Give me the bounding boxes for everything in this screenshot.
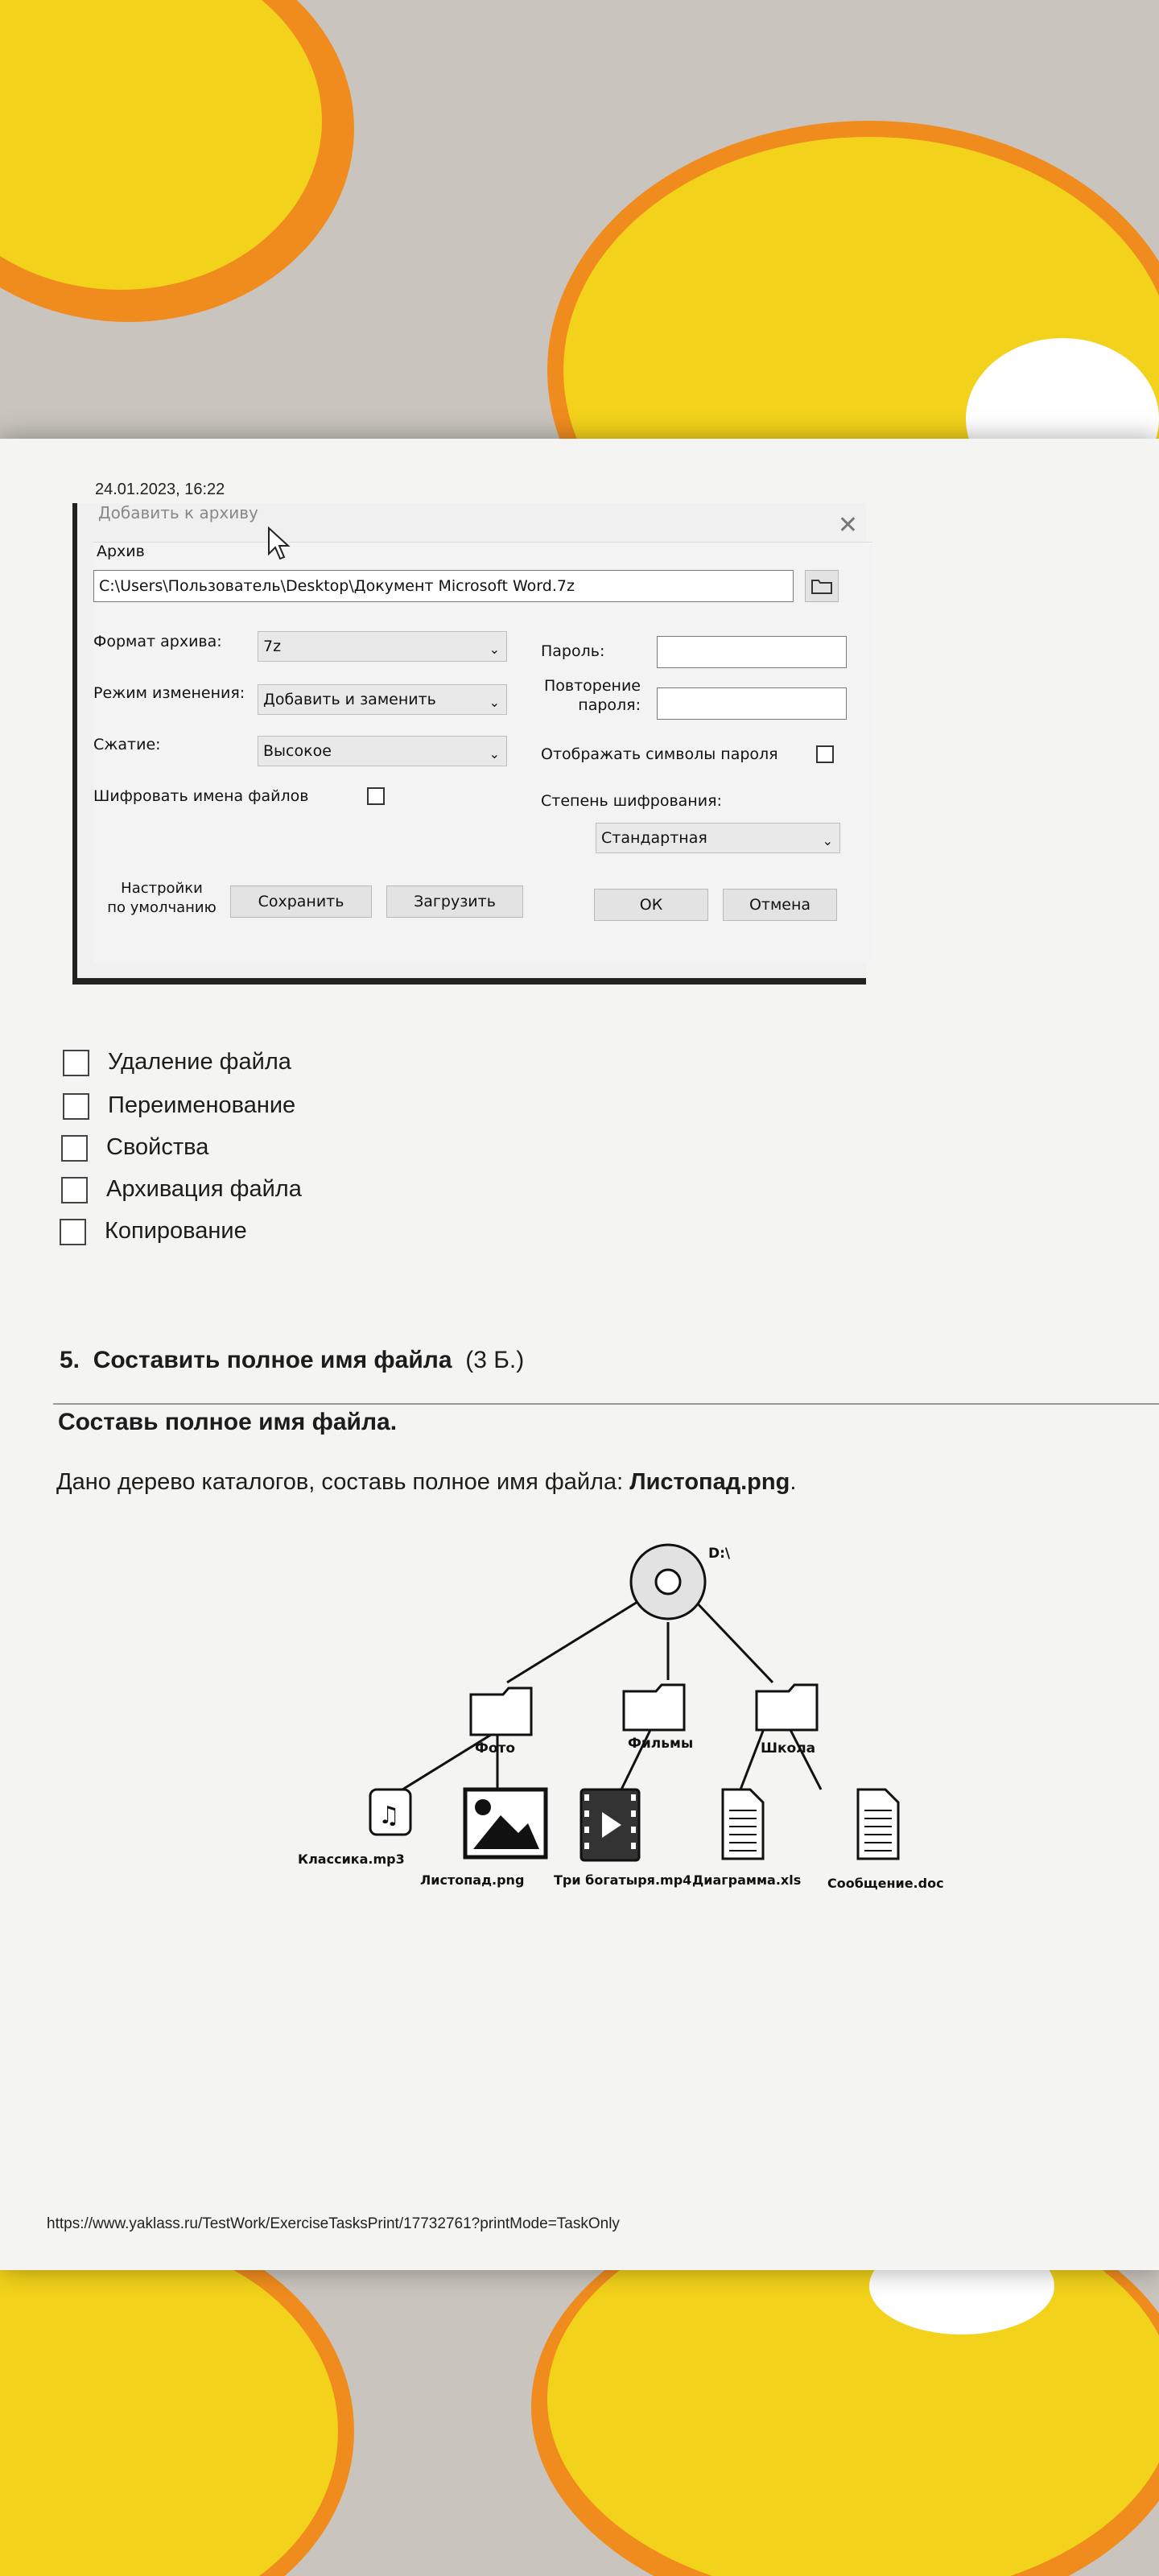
encrypt-names-label: Шифровать имена файлов <box>93 787 309 805</box>
repeat-password-label <box>541 676 641 715</box>
encryption-level-value: Стандартная <box>601 829 707 847</box>
task-file-name: Листопад.png <box>629 1469 790 1495</box>
document-file-icon <box>723 1790 763 1859</box>
document-file-icon <box>858 1790 898 1859</box>
folder-icon <box>471 1688 531 1735</box>
archive-label: Архив <box>97 543 145 560</box>
compression-value: Высокое <box>263 742 332 760</box>
dialog-body <box>93 542 872 963</box>
folder-label-films: Фильмы <box>628 1736 694 1752</box>
directory-tree-diagram <box>290 1534 998 1952</box>
option-checkbox[interactable] <box>61 1177 88 1203</box>
printed-page <box>0 439 1159 2270</box>
archive-path-field[interactable]: C:\Users\Пользователь\Desktop\Документ Microsoft Word.7z <box>93 570 794 602</box>
ok-button[interactable]: ОК <box>594 889 708 921</box>
file-label: Классика.mp3 <box>298 1852 405 1867</box>
option-label: Свойства <box>106 1134 209 1160</box>
encryption-level-label: Степень шифрования: <box>541 792 722 810</box>
show-password-checkbox[interactable] <box>816 745 834 763</box>
music-file-icon <box>370 1790 410 1835</box>
task-text: Дано дерево каталогов, составь полное имя файла: <box>56 1469 630 1495</box>
compression-select[interactable] <box>258 736 507 766</box>
option-checkbox[interactable] <box>61 1135 88 1162</box>
close-icon[interactable]: ✕ <box>837 511 858 539</box>
encrypt-names-checkbox[interactable] <box>367 787 385 805</box>
question-points: (3 Б.) <box>465 1347 525 1373</box>
question-subtitle: Составь полное имя файла. <box>58 1409 398 1435</box>
image-file-icon <box>465 1790 546 1857</box>
file-label: Диаграмма.xls <box>692 1872 802 1888</box>
svg-text:♫: ♫ <box>378 1802 400 1830</box>
file-label: Сообщение.doc <box>827 1876 944 1891</box>
dialog-title: Добавить к архиву <box>98 503 258 522</box>
repeat-password-field[interactable] <box>657 687 847 720</box>
option-label: Переименование <box>108 1092 296 1118</box>
question-title-text: Составить полное имя файла <box>93 1347 452 1373</box>
tree-edge <box>789 1727 821 1790</box>
folder-icon <box>757 1685 817 1730</box>
chevron-down-icon: ⌄ <box>822 833 833 848</box>
tree-edge <box>507 1598 644 1682</box>
defaults-label-line2: по умолчанию <box>107 899 217 916</box>
mode-label: Режим изменения: <box>93 684 245 702</box>
password-field[interactable] <box>657 636 847 668</box>
password-label: Пароль: <box>541 642 605 660</box>
option-checkbox[interactable] <box>60 1219 86 1245</box>
folder-icon <box>811 578 832 594</box>
question-task <box>56 1469 796 1496</box>
save-button[interactable]: Сохранить <box>230 886 372 918</box>
cancel-button[interactable]: Отмена <box>723 889 837 921</box>
tree-edge <box>740 1727 765 1790</box>
question-title <box>60 1347 524 1374</box>
footer-url: https://www.yaklass.ru/TestWork/ExerciseTasksPrint/17732761?printMode=TaskOnly <box>47 2215 620 2232</box>
file-label: Три богатыря.mp4 <box>554 1872 692 1888</box>
option-label: Архивация файла <box>106 1176 302 1202</box>
option-label: Копирование <box>105 1218 247 1244</box>
mode-value: Добавить и заменить <box>263 691 436 708</box>
repeat-password-label-line1: Повторение <box>543 677 641 695</box>
disk-icon <box>631 1545 705 1619</box>
encryption-level-select[interactable] <box>596 823 840 853</box>
folder-icon <box>624 1685 684 1730</box>
print-date: 24.01.2023, 16:22 <box>95 481 225 498</box>
browse-button[interactable] <box>805 570 839 602</box>
compression-label: Сжатие: <box>93 736 161 753</box>
chevron-down-icon: ⌄ <box>489 642 500 657</box>
chevron-down-icon: ⌄ <box>489 746 500 762</box>
load-button[interactable]: Загрузить <box>386 886 523 918</box>
format-value: 7z <box>263 638 282 655</box>
mouse-cursor-icon <box>267 526 291 562</box>
option-checkbox[interactable] <box>63 1093 89 1120</box>
question-number: 5. <box>60 1347 80 1373</box>
format-select[interactable] <box>258 631 507 662</box>
add-to-archive-dialog <box>72 503 866 985</box>
format-label: Формат архива: <box>93 633 222 650</box>
mode-select[interactable] <box>258 684 507 715</box>
folder-label-foto: Фото <box>475 1740 516 1757</box>
show-password-label: Отображать символы пароля <box>541 745 778 763</box>
option-checkbox[interactable] <box>63 1050 89 1076</box>
task-end: . <box>790 1469 797 1495</box>
option-label: Удаление файла <box>108 1049 291 1075</box>
folder-label-school: Школа <box>761 1740 816 1757</box>
tree-edge <box>692 1598 773 1682</box>
file-label: Листопад.png <box>420 1872 525 1888</box>
repeat-password-label-line2: пароля: <box>578 696 641 714</box>
root-label: D:\ <box>708 1546 731 1562</box>
video-file-icon <box>581 1790 639 1860</box>
chevron-down-icon: ⌄ <box>489 695 500 710</box>
question-divider <box>53 1403 1159 1405</box>
defaults-label-line1: Настройки <box>121 880 203 897</box>
defaults-label <box>101 879 222 918</box>
